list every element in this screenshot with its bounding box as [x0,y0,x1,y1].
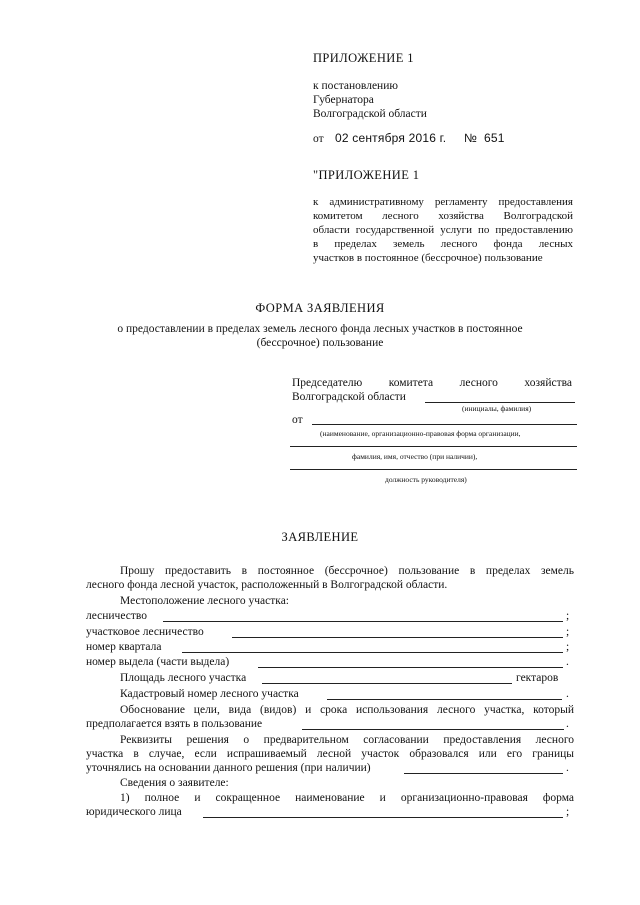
appendix-title: ПРИЛОЖЕНИЕ 1 [313,51,414,65]
appendix2-title: "ПРИЛОЖЕНИЕ 1 [313,168,420,182]
purpose-line-1: Обоснование цели, вида (видов) и срока использования лесного участка, который [120,704,574,716]
addressee-hint-fio: фамилия, имя, отчество (при наличии), [352,452,478,461]
addressee-hint-initials: (инициалы, фамилия) [462,404,532,413]
district-forestry-line [232,637,563,638]
appendix-line-3: Волгоградской области [313,108,427,120]
appendix-line-1: к постановлению [313,80,398,92]
dot-4: . [566,762,569,774]
org-line-2 [290,446,577,447]
appendix2-line-3: области государственной услуги по предоставлению [313,224,573,236]
appendix-line-2: Губернатора [313,94,374,106]
details-line-1: Реквизиты решения о предварительном согласовании предоставления лесного [120,734,574,746]
details-line [404,773,563,774]
semicolon-1: ; [566,610,570,622]
item1-line-1: 1) полное и сокращенное наименование и организационно-правовая форма [120,792,574,804]
date-value: 02 сентября 2016 г. [335,131,447,145]
forestry-line [163,621,563,622]
purpose-line-2: предполагается взять в пользование [86,718,263,730]
applicant-label: Сведения о заявителе: [120,777,229,789]
allotment-label: номер выдела (части выдела) [86,656,230,668]
org-line-3 [290,469,577,470]
item1-line [203,817,563,818]
location-label: Местоположение лесного участка: [120,595,290,607]
number-sign: № [464,131,478,145]
semicolon-2: ; [566,626,570,638]
forestry-label: лесничество [86,610,147,622]
item1-line-2: юридического лица [86,806,182,818]
appendix2-line-5: участков в постоянное (бессрочное) пользование [313,252,543,264]
statement-p1-line-2: лесного фонда лесной участок, расположенный в Волгоградской области. [86,579,448,591]
addressee-name-line [425,402,575,403]
form-heading: ФОРМА ЗАЯВЛЕНИЯ [255,301,385,315]
addressee-hint-position: должность руководителя) [385,475,467,484]
dot-1: . [566,656,569,668]
allotment-line [258,667,563,668]
addressee-line-2: Волгоградской области [292,391,406,403]
details-line-3: уточнялись на основании данного решения (при наличии) [86,762,371,774]
appendix2-line-1: к административному регламенту предоставления [313,196,573,208]
appendix2-line-4: в пределах земель лесного фонда лесных [313,238,573,250]
purpose-line [302,729,564,730]
form-subtitle-line-2: (бессрочное) пользование [256,337,384,349]
details-line-2: участка в случае, если испрашиваемый лесной участок образовался или его границы [86,748,574,760]
cadastral-label: Кадастровый номер лесного участка [120,688,299,700]
dot-3: . [566,718,569,730]
area-unit: гектаров [516,672,559,684]
from-line [312,424,577,425]
semicolon-4: ; [566,806,570,818]
area-label: Площадь лесного участка [120,672,247,684]
form-subtitle-line-1: о предоставлении в пределах земель лесного фонда лесных участков в постоянное [117,323,523,335]
semicolon-3: ; [566,641,570,653]
statement-p1-line-1: Прошу предоставить в постоянное (бессрочное) пользование в пределах земель [120,565,574,577]
date-prefix: от [313,133,324,145]
area-line [262,683,512,684]
appendix2-line-2: комитетом лесного хозяйства Волгоградской [313,210,573,222]
dot-2: . [566,688,569,700]
quarter-label: номер квартала [86,641,162,653]
number-value: 651 [484,131,505,145]
statement-heading: ЗАЯВЛЕНИЕ [281,530,359,544]
quarter-line [182,652,563,653]
from-label: от [292,414,303,426]
addressee-hint-org: (наименование, организационно-правовая форма организации, [320,429,521,438]
district-forestry-label: участковое лесничество [86,626,204,638]
addressee-line-1: Председателю комитета лесного хозяйства [292,377,572,389]
cadastral-line [327,699,562,700]
